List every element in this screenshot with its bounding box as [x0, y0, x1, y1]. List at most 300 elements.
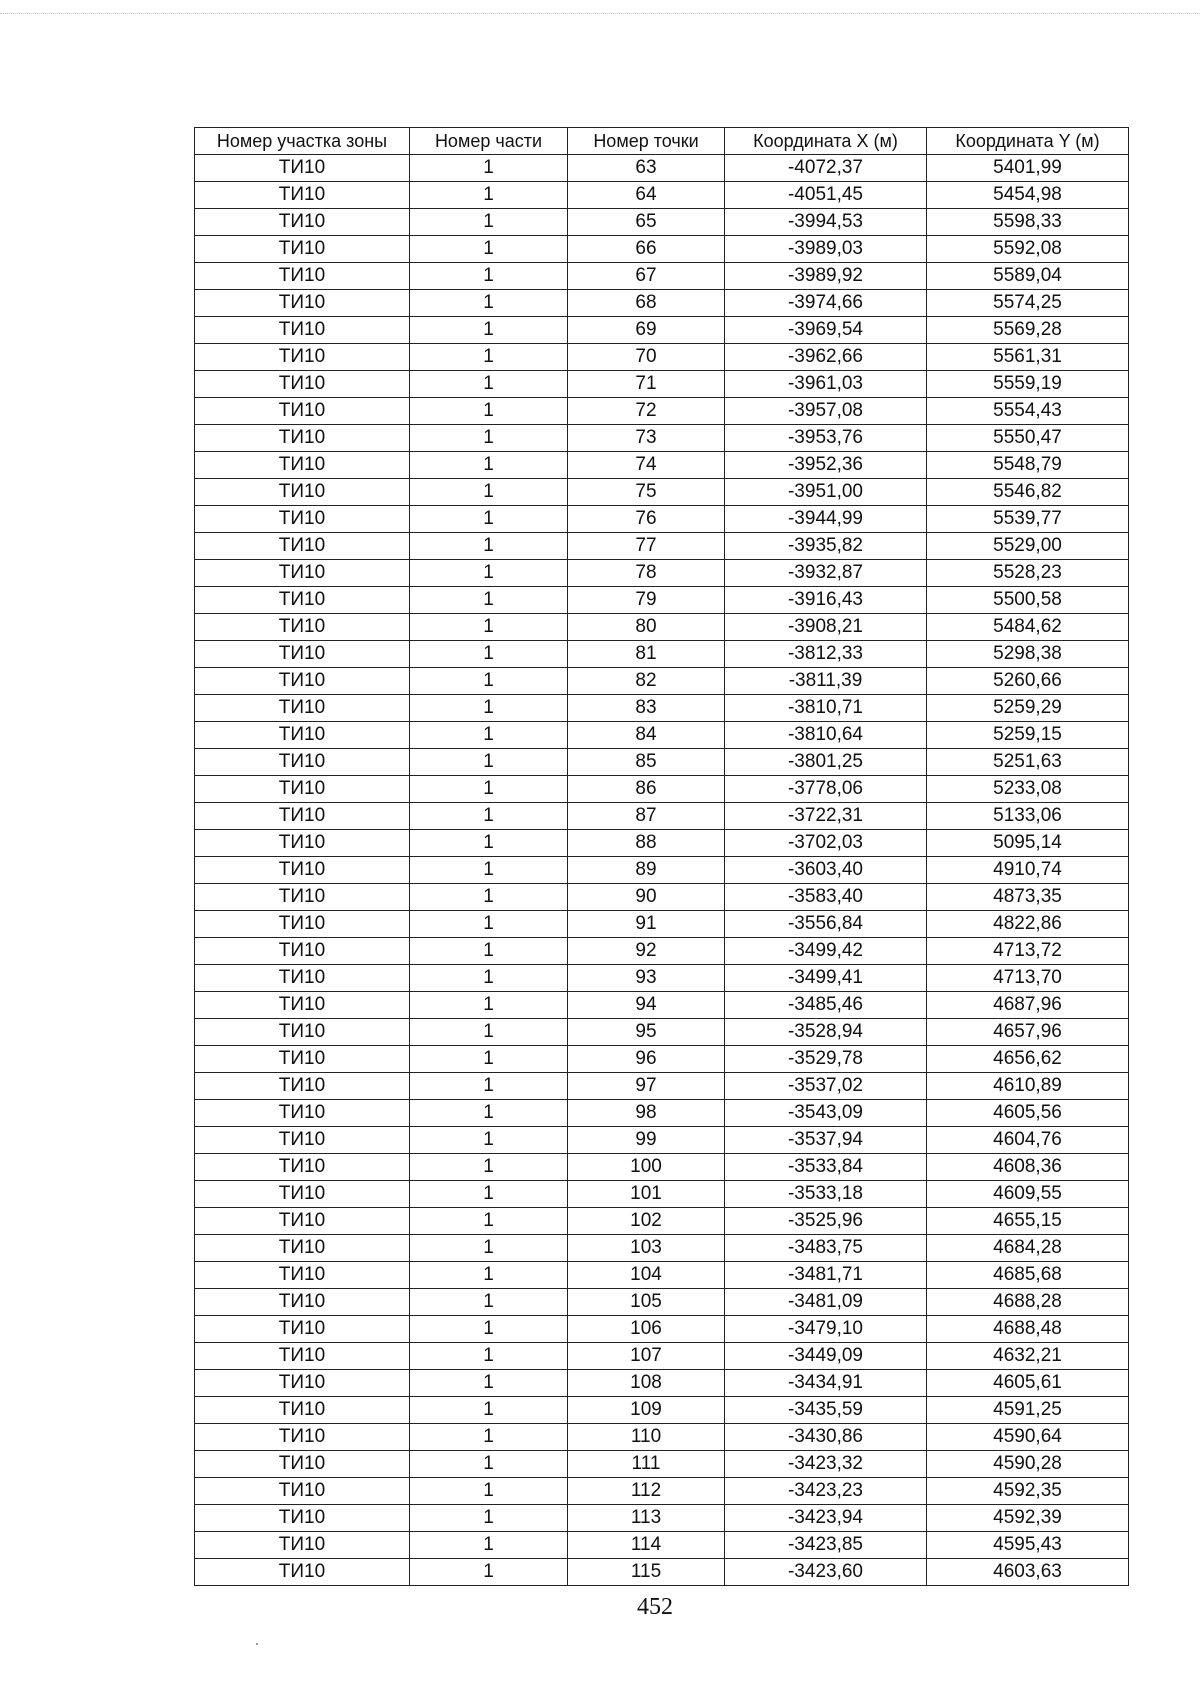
header-point-number: Номер точки: [568, 128, 725, 155]
cell-coordinate-y: 5589,04: [927, 263, 1129, 290]
table-row: [195, 1208, 1129, 1235]
cell-coordinate-y: 5529,00: [927, 533, 1129, 560]
cell-point-number: 73: [568, 425, 725, 452]
cell-coordinate-y: 5561,31: [927, 344, 1129, 371]
table-row: [195, 1343, 1129, 1370]
cell-zone-section: ТИ10: [195, 1019, 410, 1046]
cell-zone-section: ТИ10: [195, 1559, 410, 1586]
cell-part-number: 1: [410, 1370, 568, 1397]
cell-part-number: 1: [410, 992, 568, 1019]
cell-coordinate-x: -3481,71: [725, 1262, 927, 1289]
cell-part-number: 1: [410, 1451, 568, 1478]
table-row: [195, 1532, 1129, 1559]
cell-part-number: 1: [410, 1343, 568, 1370]
cell-point-number: 95: [568, 1019, 725, 1046]
cell-coordinate-x: -3423,23: [725, 1478, 927, 1505]
cell-zone-section: ТИ10: [195, 776, 410, 803]
cell-part-number: 1: [410, 884, 568, 911]
cell-coordinate-y: 4592,35: [927, 1478, 1129, 1505]
cell-point-number: 68: [568, 290, 725, 317]
cell-part-number: 1: [410, 182, 568, 209]
cell-zone-section: ТИ10: [195, 182, 410, 209]
table-row: [195, 722, 1129, 749]
cell-coordinate-x: -3479,10: [725, 1316, 927, 1343]
cell-part-number: 1: [410, 1154, 568, 1181]
cell-point-number: 90: [568, 884, 725, 911]
cell-coordinate-y: 5548,79: [927, 452, 1129, 479]
cell-zone-section: ТИ10: [195, 1424, 410, 1451]
cell-coordinate-y: 5484,62: [927, 614, 1129, 641]
cell-coordinate-y: 5133,06: [927, 803, 1129, 830]
table-row: [195, 1181, 1129, 1208]
cell-point-number: 110: [568, 1424, 725, 1451]
cell-point-number: 65: [568, 209, 725, 236]
cell-coordinate-x: -3969,54: [725, 317, 927, 344]
cell-zone-section: ТИ10: [195, 1532, 410, 1559]
cell-coordinate-y: 4656,62: [927, 1046, 1129, 1073]
cell-coordinate-x: -3449,09: [725, 1343, 927, 1370]
cell-zone-section: ТИ10: [195, 1505, 410, 1532]
cell-coordinate-x: -3423,94: [725, 1505, 927, 1532]
cell-part-number: 1: [410, 1559, 568, 1586]
table-row: [195, 506, 1129, 533]
cell-part-number: 1: [410, 479, 568, 506]
cell-coordinate-y: 4603,63: [927, 1559, 1129, 1586]
cell-zone-section: ТИ10: [195, 1316, 410, 1343]
cell-coordinate-x: -3583,40: [725, 884, 927, 911]
cell-point-number: 112: [568, 1478, 725, 1505]
table-row: [195, 155, 1129, 182]
cell-coordinate-x: -4072,37: [725, 155, 927, 182]
cell-coordinate-y: 4590,28: [927, 1451, 1129, 1478]
cell-coordinate-y: 5528,23: [927, 560, 1129, 587]
cell-part-number: 1: [410, 749, 568, 776]
cell-coordinate-y: 4632,21: [927, 1343, 1129, 1370]
cell-zone-section: ТИ10: [195, 236, 410, 263]
cell-part-number: 1: [410, 425, 568, 452]
cell-part-number: 1: [410, 398, 568, 425]
cell-part-number: 1: [410, 803, 568, 830]
cell-part-number: 1: [410, 452, 568, 479]
cell-zone-section: ТИ10: [195, 614, 410, 641]
table-row: [195, 1451, 1129, 1478]
cell-part-number: 1: [410, 263, 568, 290]
cell-part-number: 1: [410, 722, 568, 749]
cell-coordinate-x: -3989,03: [725, 236, 927, 263]
cell-point-number: 96: [568, 1046, 725, 1073]
cell-coordinate-y: 4605,61: [927, 1370, 1129, 1397]
cell-coordinate-x: -3778,06: [725, 776, 927, 803]
table-row: [195, 1019, 1129, 1046]
table-row: [195, 965, 1129, 992]
cell-coordinate-x: -3932,87: [725, 560, 927, 587]
cell-point-number: 70: [568, 344, 725, 371]
cell-point-number: 101: [568, 1181, 725, 1208]
header-coordinate-y: Координата Y (м): [927, 128, 1129, 155]
cell-coordinate-y: 4592,39: [927, 1505, 1129, 1532]
cell-zone-section: ТИ10: [195, 1100, 410, 1127]
cell-zone-section: ТИ10: [195, 209, 410, 236]
cell-part-number: 1: [410, 1316, 568, 1343]
cell-point-number: 78: [568, 560, 725, 587]
cell-point-number: 107: [568, 1343, 725, 1370]
cell-zone-section: ТИ10: [195, 668, 410, 695]
cell-coordinate-x: -3556,84: [725, 911, 927, 938]
cell-zone-section: ТИ10: [195, 506, 410, 533]
cell-zone-section: ТИ10: [195, 533, 410, 560]
cell-coordinate-y: 5500,58: [927, 587, 1129, 614]
table-row: [195, 1424, 1129, 1451]
cell-part-number: 1: [410, 533, 568, 560]
cell-coordinate-y: 5251,63: [927, 749, 1129, 776]
table-row: [195, 992, 1129, 1019]
cell-coordinate-x: -3810,71: [725, 695, 927, 722]
cell-coordinate-y: 5095,14: [927, 830, 1129, 857]
cell-zone-section: ТИ10: [195, 938, 410, 965]
cell-zone-section: ТИ10: [195, 155, 410, 182]
table-row: [195, 668, 1129, 695]
table-row: [195, 452, 1129, 479]
cell-coordinate-x: -3722,31: [725, 803, 927, 830]
page-number: 452: [637, 1594, 673, 1620]
cell-zone-section: ТИ10: [195, 1181, 410, 1208]
cell-zone-section: ТИ10: [195, 317, 410, 344]
cell-point-number: 108: [568, 1370, 725, 1397]
cell-part-number: 1: [410, 236, 568, 263]
cell-point-number: 105: [568, 1289, 725, 1316]
cell-zone-section: ТИ10: [195, 1451, 410, 1478]
cell-coordinate-y: 4595,43: [927, 1532, 1129, 1559]
cell-part-number: 1: [410, 560, 568, 587]
cell-part-number: 1: [410, 614, 568, 641]
header-zone-section: Номер участка зоны: [195, 128, 410, 155]
cell-part-number: 1: [410, 830, 568, 857]
cell-zone-section: ТИ10: [195, 641, 410, 668]
cell-point-number: 81: [568, 641, 725, 668]
cell-zone-section: ТИ10: [195, 587, 410, 614]
cell-point-number: 114: [568, 1532, 725, 1559]
cell-coordinate-y: 5260,66: [927, 668, 1129, 695]
table-row: [195, 1505, 1129, 1532]
cell-coordinate-y: 4822,86: [927, 911, 1129, 938]
cell-point-number: 89: [568, 857, 725, 884]
cell-point-number: 82: [568, 668, 725, 695]
table-row: [195, 1262, 1129, 1289]
cell-point-number: 69: [568, 317, 725, 344]
table-row: [195, 695, 1129, 722]
table-row: [195, 317, 1129, 344]
cell-coordinate-x: -3537,02: [725, 1073, 927, 1100]
cell-coordinate-y: 4604,76: [927, 1127, 1129, 1154]
cell-coordinate-x: -3603,40: [725, 857, 927, 884]
table-row: [195, 614, 1129, 641]
cell-part-number: 1: [410, 911, 568, 938]
cell-part-number: 1: [410, 965, 568, 992]
cell-coordinate-y: 4873,35: [927, 884, 1129, 911]
cell-point-number: 111: [568, 1451, 725, 1478]
cell-point-number: 72: [568, 398, 725, 425]
cell-coordinate-y: 5259,29: [927, 695, 1129, 722]
cell-coordinate-x: -3952,36: [725, 452, 927, 479]
cell-part-number: 1: [410, 1181, 568, 1208]
cell-point-number: 115: [568, 1559, 725, 1586]
cell-point-number: 71: [568, 371, 725, 398]
cell-coordinate-x: -3702,03: [725, 830, 927, 857]
cell-point-number: 66: [568, 236, 725, 263]
table-row: [195, 344, 1129, 371]
table-row: [195, 209, 1129, 236]
cell-point-number: 84: [568, 722, 725, 749]
cell-part-number: 1: [410, 344, 568, 371]
cell-zone-section: ТИ10: [195, 992, 410, 1019]
cell-zone-section: ТИ10: [195, 371, 410, 398]
cell-zone-section: ТИ10: [195, 344, 410, 371]
cell-part-number: 1: [410, 776, 568, 803]
cell-zone-section: ТИ10: [195, 1073, 410, 1100]
cell-part-number: 1: [410, 641, 568, 668]
cell-zone-section: ТИ10: [195, 857, 410, 884]
cell-coordinate-x: -3801,25: [725, 749, 927, 776]
cell-zone-section: ТИ10: [195, 830, 410, 857]
cell-zone-section: ТИ10: [195, 1127, 410, 1154]
cell-point-number: 83: [568, 695, 725, 722]
cell-coordinate-x: -3423,60: [725, 1559, 927, 1586]
cell-point-number: 97: [568, 1073, 725, 1100]
cell-part-number: 1: [410, 155, 568, 182]
cell-coordinate-y: 4684,28: [927, 1235, 1129, 1262]
cell-coordinate-x: -3989,92: [725, 263, 927, 290]
cell-coordinate-y: 5550,47: [927, 425, 1129, 452]
cell-coordinate-x: -3533,18: [725, 1181, 927, 1208]
table-row: [195, 749, 1129, 776]
cell-part-number: 1: [410, 317, 568, 344]
cell-coordinate-x: -3499,42: [725, 938, 927, 965]
scan-edge-line: [0, 13, 1200, 14]
cell-coordinate-x: -3423,32: [725, 1451, 927, 1478]
cell-point-number: 63: [568, 155, 725, 182]
cell-part-number: 1: [410, 1397, 568, 1424]
table-row: [195, 884, 1129, 911]
cell-zone-section: ТИ10: [195, 1262, 410, 1289]
cell-coordinate-y: 5454,98: [927, 182, 1129, 209]
cell-coordinate-x: -3908,21: [725, 614, 927, 641]
cell-coordinate-x: -3811,39: [725, 668, 927, 695]
cell-part-number: 1: [410, 1046, 568, 1073]
cell-point-number: 100: [568, 1154, 725, 1181]
cell-coordinate-y: 4605,56: [927, 1100, 1129, 1127]
table-row: [195, 560, 1129, 587]
cell-zone-section: ТИ10: [195, 560, 410, 587]
cell-point-number: 67: [568, 263, 725, 290]
cell-zone-section: ТИ10: [195, 965, 410, 992]
cell-point-number: 102: [568, 1208, 725, 1235]
cell-coordinate-y: 5569,28: [927, 317, 1129, 344]
cell-coordinate-x: -3962,66: [725, 344, 927, 371]
cell-coordinate-x: -3810,64: [725, 722, 927, 749]
cell-coordinate-y: 4591,25: [927, 1397, 1129, 1424]
cell-coordinate-y: 4610,89: [927, 1073, 1129, 1100]
cell-coordinate-x: -3533,84: [725, 1154, 927, 1181]
table-row: [195, 857, 1129, 884]
cell-coordinate-y: 4713,72: [927, 938, 1129, 965]
table-row: [195, 587, 1129, 614]
cell-point-number: 99: [568, 1127, 725, 1154]
cell-coordinate-x: -3434,91: [725, 1370, 927, 1397]
cell-coordinate-x: -3953,76: [725, 425, 927, 452]
cell-coordinate-x: -3935,82: [725, 533, 927, 560]
cell-point-number: 77: [568, 533, 725, 560]
cell-zone-section: ТИ10: [195, 1397, 410, 1424]
table-row: [195, 1154, 1129, 1181]
cell-part-number: 1: [410, 938, 568, 965]
table-row: [195, 1397, 1129, 1424]
cell-coordinate-y: 5546,82: [927, 479, 1129, 506]
cell-coordinate-y: 5574,25: [927, 290, 1129, 317]
cell-part-number: 1: [410, 1289, 568, 1316]
cell-part-number: 1: [410, 506, 568, 533]
cell-part-number: 1: [410, 668, 568, 695]
cell-part-number: 1: [410, 1235, 568, 1262]
table-row: [195, 1370, 1129, 1397]
table-row: [195, 1478, 1129, 1505]
cell-zone-section: ТИ10: [195, 1370, 410, 1397]
cell-point-number: 94: [568, 992, 725, 1019]
table-row: [195, 1073, 1129, 1100]
table-row: [195, 1046, 1129, 1073]
table-row: [195, 182, 1129, 209]
cell-point-number: 109: [568, 1397, 725, 1424]
cell-zone-section: ТИ10: [195, 479, 410, 506]
cell-point-number: 74: [568, 452, 725, 479]
cell-zone-section: ТИ10: [195, 1235, 410, 1262]
cell-coordinate-y: 4713,70: [927, 965, 1129, 992]
cell-coordinate-x: -4051,45: [725, 182, 927, 209]
cell-coordinate-x: -3485,46: [725, 992, 927, 1019]
cell-coordinate-x: -3481,09: [725, 1289, 927, 1316]
cell-coordinate-x: -3423,85: [725, 1532, 927, 1559]
cell-coordinate-x: -3483,75: [725, 1235, 927, 1262]
header-part-number: Номер части: [410, 128, 568, 155]
cell-zone-section: ТИ10: [195, 452, 410, 479]
table-row: [195, 1127, 1129, 1154]
cell-zone-section: ТИ10: [195, 1046, 410, 1073]
cell-part-number: 1: [410, 1478, 568, 1505]
cell-coordinate-y: 5598,33: [927, 209, 1129, 236]
cell-zone-section: ТИ10: [195, 425, 410, 452]
cell-part-number: 1: [410, 1127, 568, 1154]
cell-zone-section: ТИ10: [195, 1154, 410, 1181]
cell-point-number: 113: [568, 1505, 725, 1532]
cell-coordinate-x: -3961,03: [725, 371, 927, 398]
cell-point-number: 79: [568, 587, 725, 614]
cell-point-number: 104: [568, 1262, 725, 1289]
cell-part-number: 1: [410, 1208, 568, 1235]
cell-part-number: 1: [410, 1019, 568, 1046]
table-row: [195, 398, 1129, 425]
table-row: [195, 641, 1129, 668]
cell-coordinate-y: 5401,99: [927, 155, 1129, 182]
cell-zone-section: ТИ10: [195, 695, 410, 722]
cell-coordinate-x: -3812,33: [725, 641, 927, 668]
table-row: [195, 263, 1129, 290]
table-row: [195, 1289, 1129, 1316]
cell-zone-section: ТИ10: [195, 1289, 410, 1316]
cell-coordinate-y: 5298,38: [927, 641, 1129, 668]
cell-coordinate-y: 4608,36: [927, 1154, 1129, 1181]
cell-coordinate-x: -3430,86: [725, 1424, 927, 1451]
cell-part-number: 1: [410, 1262, 568, 1289]
cell-part-number: 1: [410, 1073, 568, 1100]
cell-coordinate-y: 4910,74: [927, 857, 1129, 884]
cell-part-number: 1: [410, 371, 568, 398]
cell-point-number: 85: [568, 749, 725, 776]
table-row: [195, 1100, 1129, 1127]
table-body: [195, 155, 1129, 1586]
cell-coordinate-y: 5592,08: [927, 236, 1129, 263]
table-row: [195, 479, 1129, 506]
cell-part-number: 1: [410, 587, 568, 614]
table-row: [195, 425, 1129, 452]
cell-coordinate-x: -3537,94: [725, 1127, 927, 1154]
cell-zone-section: ТИ10: [195, 722, 410, 749]
table-row: [195, 1316, 1129, 1343]
table-row: [195, 1235, 1129, 1262]
cell-coordinate-x: -3543,09: [725, 1100, 927, 1127]
header-coordinate-x: Координата X (м): [725, 128, 927, 155]
cell-coordinate-y: 4685,68: [927, 1262, 1129, 1289]
table-row: [195, 938, 1129, 965]
cell-coordinate-x: -3916,43: [725, 587, 927, 614]
cell-coordinate-y: 4687,96: [927, 992, 1129, 1019]
table-row: [195, 911, 1129, 938]
cell-coordinate-y: 5559,19: [927, 371, 1129, 398]
cell-part-number: 1: [410, 1100, 568, 1127]
cell-point-number: 76: [568, 506, 725, 533]
cell-coordinate-x: -3525,96: [725, 1208, 927, 1235]
cell-zone-section: ТИ10: [195, 290, 410, 317]
cell-coordinate-y: 4609,55: [927, 1181, 1129, 1208]
cell-point-number: 88: [568, 830, 725, 857]
cell-point-number: 64: [568, 182, 725, 209]
cell-coordinate-y: 5554,43: [927, 398, 1129, 425]
cell-part-number: 1: [410, 695, 568, 722]
cell-coordinate-x: -3974,66: [725, 290, 927, 317]
cell-point-number: 106: [568, 1316, 725, 1343]
cell-point-number: 80: [568, 614, 725, 641]
cell-zone-section: ТИ10: [195, 1208, 410, 1235]
cell-zone-section: ТИ10: [195, 884, 410, 911]
cell-point-number: 75: [568, 479, 725, 506]
cell-coordinate-y: 4657,96: [927, 1019, 1129, 1046]
cell-part-number: 1: [410, 1505, 568, 1532]
cell-zone-section: ТИ10: [195, 1343, 410, 1370]
cell-coordinate-x: -3529,78: [725, 1046, 927, 1073]
table-row: [195, 803, 1129, 830]
cell-coordinate-y: 4688,48: [927, 1316, 1129, 1343]
cell-coordinate-x: -3528,94: [725, 1019, 927, 1046]
cell-coordinate-y: 4655,15: [927, 1208, 1129, 1235]
cell-zone-section: ТИ10: [195, 749, 410, 776]
cell-part-number: 1: [410, 209, 568, 236]
cell-coordinate-y: 5233,08: [927, 776, 1129, 803]
cell-coordinate-x: -3957,08: [725, 398, 927, 425]
cell-zone-section: ТИ10: [195, 398, 410, 425]
cell-point-number: 92: [568, 938, 725, 965]
cell-point-number: 103: [568, 1235, 725, 1262]
table-row: [195, 290, 1129, 317]
cell-part-number: 1: [410, 857, 568, 884]
cell-coordinate-x: -3435,59: [725, 1397, 927, 1424]
